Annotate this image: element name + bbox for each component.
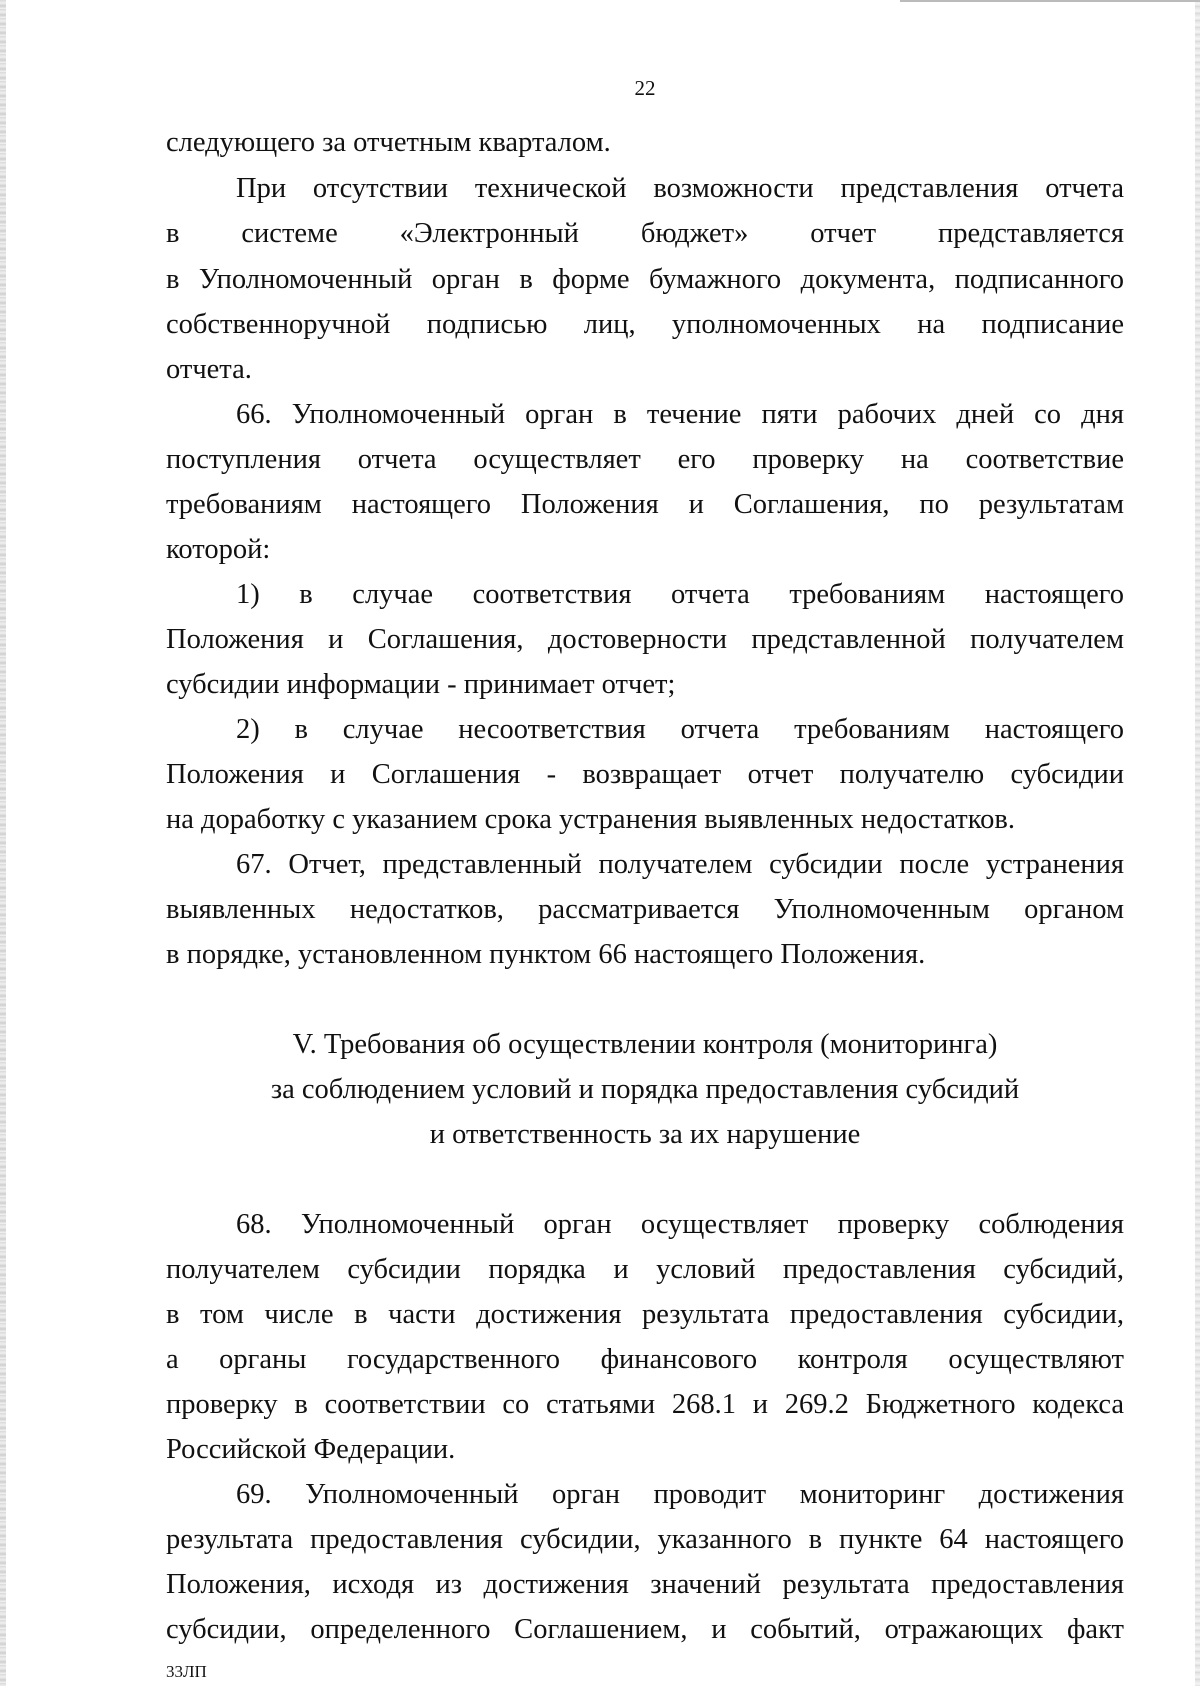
footer-code: 33ЛП bbox=[166, 1662, 207, 1681]
text-line: Положения и Соглашения - возвращает отчет получателю субсидии bbox=[166, 759, 1124, 790]
text-line: 67. Отчет, представленный получателем субсидии после устранения bbox=[236, 849, 1124, 880]
text-line: в системе «Электронный бюджет» отчет представляется bbox=[166, 218, 1124, 249]
text-line: 66. Уполномоченный орган в течение пяти рабочих дней со дня bbox=[236, 399, 1124, 430]
text-line: выявленных недостатков, рассматривается Уполномоченным органом bbox=[166, 894, 1124, 925]
text-line: в порядке, установленном пунктом 66 настоящего Положения. bbox=[166, 939, 926, 970]
scan-border-right bbox=[1195, 0, 1200, 1686]
text-line: проверку в соответствии со статьями 268.1 и 269.2 Бюджетного кодекса bbox=[166, 1389, 1124, 1420]
text-line: 1) в случае соответствия отчета требованиям настоящего bbox=[236, 579, 1124, 610]
text-line: Положения, исходя из достижения значений результата предоставления bbox=[166, 1569, 1124, 1600]
text-line: требованиям настоящего Положения и Соглашения, по результатам bbox=[166, 489, 1124, 520]
scan-border-left bbox=[0, 0, 6, 1686]
heading-line: и ответственность за их нарушение bbox=[429, 1119, 861, 1150]
text-line: которой: bbox=[166, 534, 271, 565]
text-line: собственноручной подписью лиц, уполномоченных на подписание bbox=[166, 309, 1124, 340]
text-line: а органы государственного финансового контроля осуществляют bbox=[166, 1344, 1124, 1375]
text-line: субсидии, определенного Соглашением, и событий, отражающих факт bbox=[166, 1614, 1124, 1645]
page-number: 22 bbox=[634, 76, 656, 100]
text-line: в Уполномоченный орган в форме бумажного документа, подписанного bbox=[166, 264, 1124, 295]
heading-line: за соблюдением условий и порядка предоставления субсидий bbox=[270, 1074, 1020, 1105]
text-line: результата предоставления субсидии, указанного в пункте 64 настоящего bbox=[166, 1524, 1124, 1555]
scan-border-top bbox=[900, 0, 1200, 2]
text-line: получателем субсидии порядка и условий предоставления субсидий, bbox=[166, 1254, 1124, 1285]
text-line: субсидии информации - принимает отчет; bbox=[166, 669, 676, 700]
text-line: 68. Уполномоченный орган осуществляет проверку соблюдения bbox=[236, 1209, 1124, 1240]
text-line: При отсутствии технической возможности представления отчета bbox=[236, 173, 1124, 204]
text-line: 69. Уполномоченный орган проводит мониторинг достижения bbox=[236, 1479, 1124, 1510]
text-line: Положения и Соглашения, достоверности представленной получателем bbox=[166, 624, 1124, 655]
heading-line: V. Требования об осуществлении контроля (мониторинга) bbox=[292, 1029, 998, 1060]
text-line: на доработку с указанием срока устранения выявленных недостатков. bbox=[166, 804, 1015, 835]
text-line: 2) в случае несоответствия отчета требованиям настоящего bbox=[236, 714, 1124, 745]
text-line: поступления отчета осуществляет его проверку на соответствие bbox=[166, 444, 1124, 475]
text-line: в том числе в части достижения результата предоставления субсидии, bbox=[166, 1299, 1124, 1330]
text-line: отчета. bbox=[166, 354, 252, 385]
text-line: следующего за отчетным кварталом. bbox=[166, 127, 611, 158]
text-line: Российской Федерации. bbox=[166, 1434, 456, 1465]
